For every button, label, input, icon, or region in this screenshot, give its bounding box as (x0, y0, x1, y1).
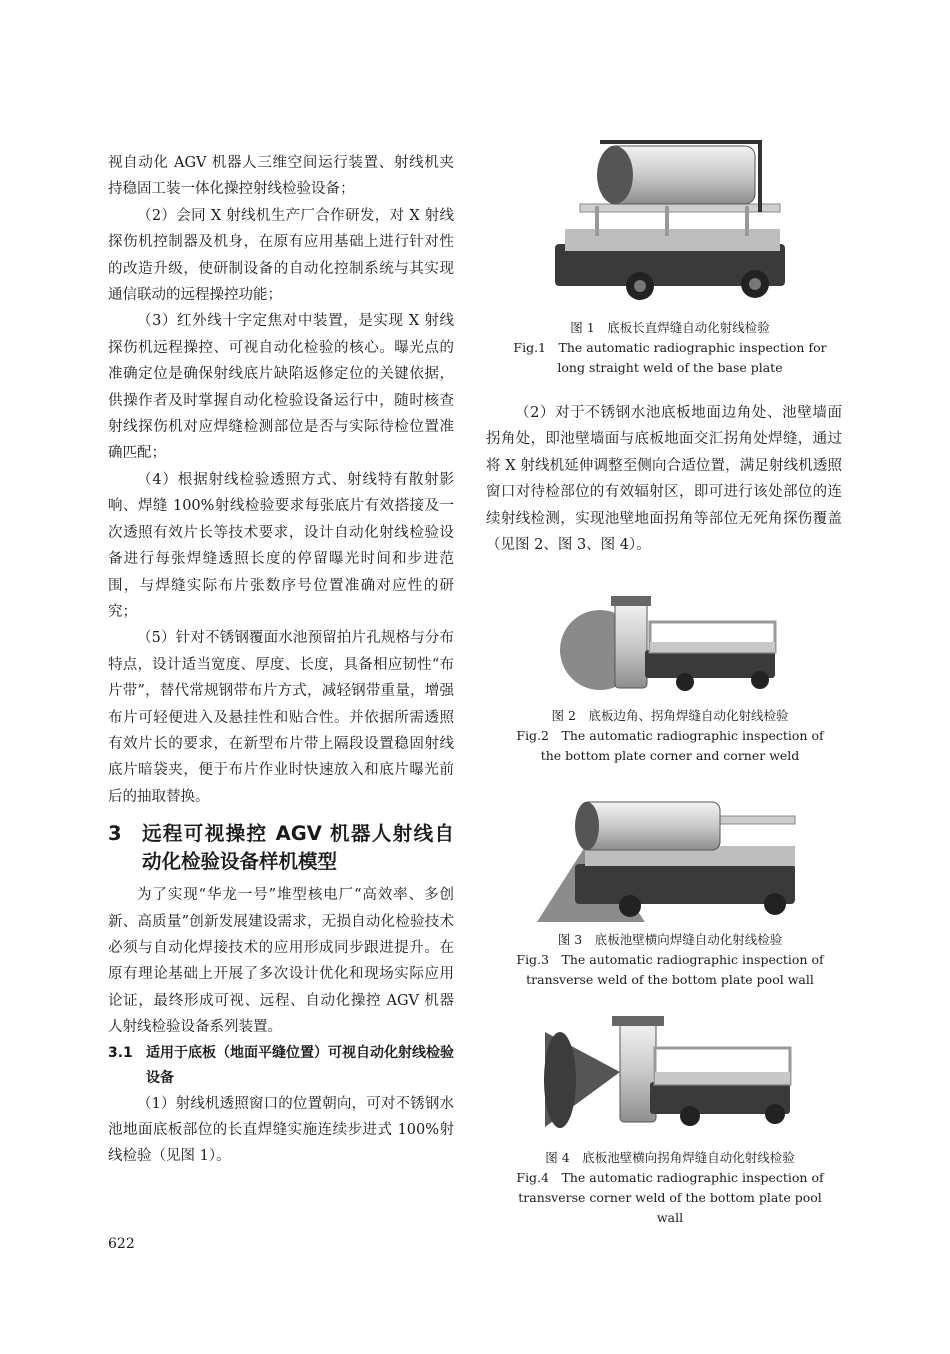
figure-4-caption-cn: 图 4 底板池壁横向拐角焊缝自动化射线检验 (545, 1150, 795, 1165)
page-number: 622 (108, 1236, 135, 1252)
paragraph: 视自动化 AGV 机器人三维空间运行装置、射线机夹持稳固工装一体化操控射线检验设备； (108, 155, 454, 198)
subsection-heading (108, 1041, 454, 1091)
figure-1-caption-cn: 图 1 底板长直焊缝自动化射线检验 (570, 320, 770, 335)
paragraph: （4）根据射线检验透照方式、射线特有散射影响、焊缝 100%射线检验要求每张底片有效搭接及一次透照有效片长等技术要求，设计自动化射线检验设备进行每张焊缝透照长度的停留曝光时间和步进范围，与焊缝实际布片张数序号位置准确对应性的研究； (108, 471, 454, 620)
figure-4 (500, 1012, 840, 1228)
figure-1-caption-en: Fig.1 The automatic radiographic inspection for long straight weld of the base plate (513, 340, 827, 375)
figure-4-image (540, 1012, 800, 1142)
figure-2-caption-cn: 图 2 底板边角、拐角焊缝自动化射线检验 (551, 708, 789, 723)
figure-3-caption-en: Fig.3 The automatic radiographic inspection of transverse weld of the bottom plate pool wall (516, 952, 824, 987)
figure-4-caption-en: Fig.4 The automatic radiographic inspection of transverse corner weld of the bottom plate pool wall (516, 1170, 824, 1225)
section-number: 3 (108, 822, 122, 846)
subsection-number: 3.1 (108, 1044, 133, 1061)
section-heading (108, 820, 454, 876)
figure-3-caption-cn: 图 3 底板池壁横向焊缝自动化射线检验 (557, 932, 783, 947)
figure-2-image (555, 590, 785, 700)
figure-2-caption-en: Fig.2 The automatic radiographic inspection of the bottom plate corner and corner weld (516, 728, 824, 763)
paragraph: （2）会同 X 射线机生产厂合作研发，对 X 射线探伤机控制器及机身，在原有应用基础上进行针对性的改造升级，使研制设备的自动化控制系统与其实现通信联动的远程操控功能； (108, 207, 454, 304)
paragraph: 为了实现“华龙一号”堆型核电厂“高效率、多创新、高质量”创新发展建设需求，无损自动化检验技术必须与自动化焊接技术的应用形成同步跟进提升。在原有理论基础上开展了多次设计优化和现场实际应用论证，最终形成可视、远程、自动化操控 AGV 机器人射线检验设备系列装置。 (108, 887, 454, 1036)
paragraph: （2）对于不锈钢水池底板地面边角处、池壁墙面拐角处，即池壁墙面与底板地面交汇拐角处焊缝，通过将 X 射线机延伸调整至侧向合适位置，满足射线机透照窗口对待检部位的有效辐射区，即可进行该处部位的连续射线检测，实现池壁地面拐角等部位无死角探伤覆盖（见图 2、图 3、图 4）。 (486, 405, 842, 554)
paragraph: （3）红外线十字定焦对中装置，是实现 X 射线探伤机远程操控、可视自动化检验的核心。曝光点的准确定位是确保射线底片缺陷返修定位的关键依据，供操作者及时掌握自动化检验设备运行中，随时核查射线探伤机对应焊缝检测部位是否与实际待检位置准确匹配； (108, 313, 454, 462)
figure-3 (500, 794, 840, 990)
figure-1-image (545, 134, 795, 312)
figure-1 (500, 134, 840, 378)
figure-3-image (535, 794, 805, 924)
figure-2 (500, 590, 840, 766)
paragraph: （5）针对不锈钢覆面水池预留拍片孔规格与分布特点，设计适当宽度、厚度、长度，具备相应韧性“布片带”，替代常规钢带布片方式，减轻钢带重量，增强布片可轻便进入及悬挂性和贴合性。并依据所需透照有效片长的要求，在新型布片带上隔段设置稳固射线底片暗袋夹，便于布片作业时快速放入和底片曝光前后的抽取替换。 (108, 630, 454, 805)
subsection-title: 适用于底板（地面平缝位置）可视自动化射线检验设备 (146, 1044, 454, 1086)
left-column (108, 150, 454, 1170)
paragraph: （1）射线机透照窗口的位置朝向，可对不锈钢水池地面底板部位的长直焊缝实施连续步进式 100%射线检验（见图 1）。 (108, 1095, 454, 1165)
section-title: 远程可视操控 AGV 机器人射线自动化检验设备样机模型 (142, 822, 454, 874)
